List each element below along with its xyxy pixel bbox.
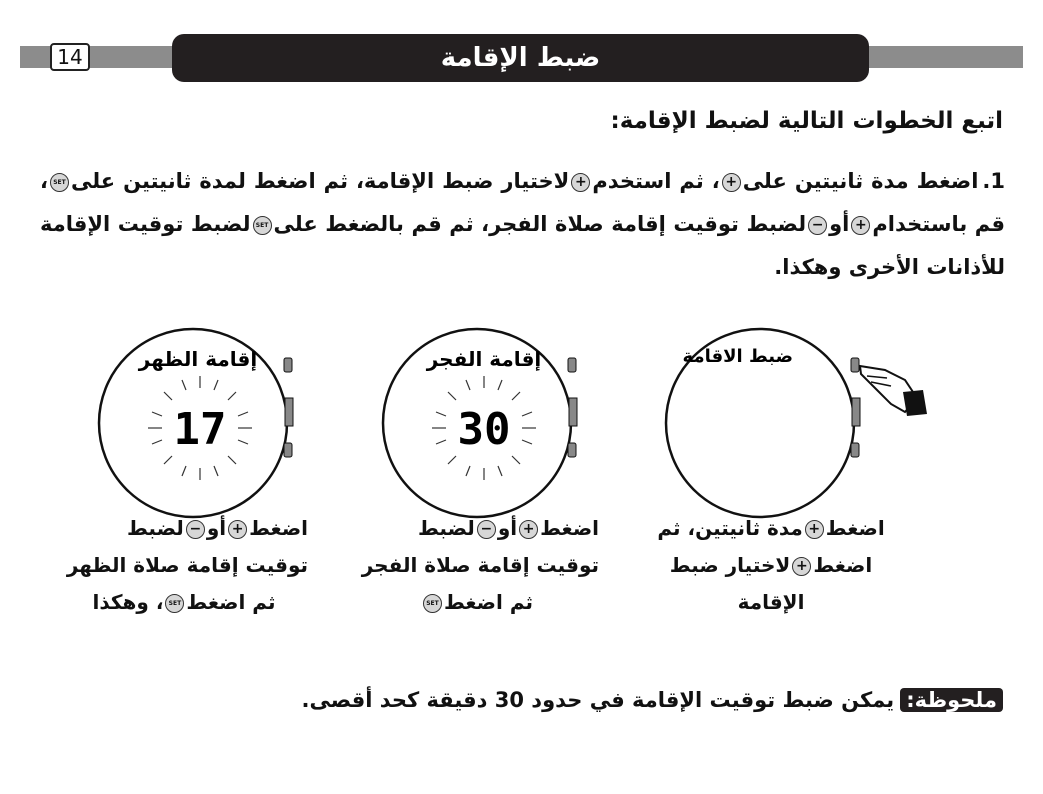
caption-text: اضغط xyxy=(540,516,599,540)
plus-icon: + xyxy=(722,173,741,192)
set-icon: SET xyxy=(423,594,442,613)
watch-label: إقامة الفجر xyxy=(426,347,542,371)
watch-diagram-fajr xyxy=(372,318,592,528)
crown-button-bottom xyxy=(568,443,576,457)
caption-text: لضبط xyxy=(418,516,475,540)
watch-diagram-dhuhr xyxy=(88,318,308,528)
step-text: اضغط مدة ثانيتين على xyxy=(742,169,979,193)
caption-text: توقيت إقامة صلاة الظهر xyxy=(66,553,308,577)
intro-text: اتبع الخطوات التالية لضبط الإقامة: xyxy=(610,108,1003,134)
crown-button-bottom xyxy=(851,443,859,457)
step-text: لضبط توقيت الإقامة للأذانات الأخرى وهكذا. xyxy=(40,212,1005,279)
step-1 xyxy=(40,160,1005,289)
minus-icon: − xyxy=(808,216,827,235)
page-number: 14 xyxy=(50,43,90,71)
caption-text: اضغط xyxy=(813,553,873,577)
watch-diagram-select xyxy=(655,318,935,528)
caption-select xyxy=(640,510,902,621)
step-text: لضبط توقيت إقامة صلاة الفجر، ثم قم بالضغط على xyxy=(273,212,807,236)
caption-fajr xyxy=(355,510,599,621)
plus-icon: + xyxy=(571,173,590,192)
watch-value: 17 xyxy=(173,404,227,455)
watch-label: إقامة الظهر xyxy=(138,347,258,371)
watch-value: 30 xyxy=(457,404,511,455)
plus-icon: + xyxy=(851,216,870,235)
watch-label: ضبط الاقامة xyxy=(682,346,793,367)
caption-text: الإقامة xyxy=(737,590,805,614)
note-tag: ملحوظة: xyxy=(900,688,1003,712)
caption-text: ثم اضغط xyxy=(443,590,534,614)
step-number: 1. xyxy=(982,169,1006,193)
set-icon: SET xyxy=(253,216,272,235)
step-text: أو xyxy=(829,212,850,236)
crown-button-top xyxy=(851,358,859,372)
caption-dhuhr xyxy=(60,510,308,621)
step-text: لاختيار ضبط الإقامة، ثم اضغط لمدة ثانيتين على xyxy=(70,169,570,193)
caption-text: اضغط xyxy=(825,516,885,540)
caption-text: اضغط xyxy=(249,516,308,540)
crown-button-top xyxy=(568,358,576,372)
step-text: ، قم باستخدام xyxy=(40,169,1005,236)
set-icon: SET xyxy=(50,173,69,192)
crown-button-middle xyxy=(569,398,577,426)
crown-button-middle xyxy=(285,398,293,426)
caption-text: مدة ثانيتين، ثم xyxy=(657,516,803,540)
crown-button-top xyxy=(284,358,292,372)
page-title: ضبط الإقامة xyxy=(172,34,869,82)
crown-button-bottom xyxy=(284,443,292,457)
note-text: يمكن ضبط توقيت الإقامة في حدود 30 دقيقة كحد أقصى. xyxy=(301,688,895,712)
caption-text: أو xyxy=(206,516,227,540)
plus-icon: + xyxy=(228,520,247,539)
caption-text: لاختيار ضبط xyxy=(669,553,791,577)
crown-button-middle xyxy=(852,398,860,426)
plus-icon: + xyxy=(519,520,538,539)
set-icon: SET xyxy=(165,594,184,613)
caption-text: ، وهكذا xyxy=(92,590,164,614)
step-text: ، ثم استخدم xyxy=(592,169,720,193)
caption-text: أو xyxy=(497,516,518,540)
caption-text: ثم اضغط xyxy=(186,590,276,614)
minus-icon: − xyxy=(477,520,496,539)
plus-icon: + xyxy=(805,520,824,539)
caption-text: توقيت إقامة صلاة الفجر xyxy=(361,553,599,577)
note xyxy=(302,688,1003,712)
plus-icon: + xyxy=(792,557,811,576)
minus-icon: − xyxy=(186,520,205,539)
header-bar-end xyxy=(20,46,44,68)
caption-text: لضبط xyxy=(127,516,184,540)
pointing-hand-icon xyxy=(860,366,927,416)
